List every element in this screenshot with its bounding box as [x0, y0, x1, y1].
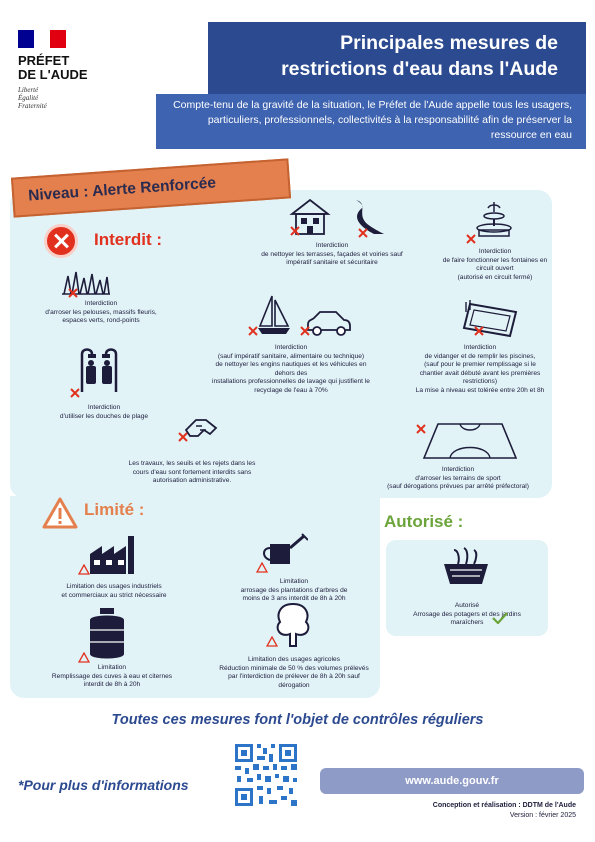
cross-mark-icon — [358, 228, 368, 238]
more-info-label: *Pour plus d'informations — [18, 777, 189, 793]
cross-mark-icon — [416, 424, 426, 434]
website-link[interactable] — [320, 768, 584, 794]
sailboat-icon — [256, 294, 292, 336]
limite-agricoles-text: Limitation des usages agricoles Réduction minimale de 50 % des volumes prélevés par l'interdiction de prélever de 8h à 20h sauf dérogation — [219, 656, 369, 689]
version-label: Version : février 2025 — [509, 812, 576, 819]
intro-text: Compte-tenu de la gravité de la situation, le Préfet de l'Aude appelle tous les usagers, particuliers, professionnels, collectivités à la responsabilité afin de préserver la ressource en eau — [173, 99, 572, 141]
controls-slogan: Toutes ces mesures font l'objet de contrôles réguliers — [111, 712, 484, 728]
qr-code-icon[interactable] — [233, 742, 299, 808]
interdit-fontaines-text: Interdiction de faire fonctionner les fontaines en circuit ouvert (autorisé en circuit fermé) — [442, 248, 548, 281]
intro-band — [156, 94, 586, 149]
sports-field-icon — [420, 418, 520, 462]
forbidden-icon — [44, 224, 78, 258]
limite-heading: Limité : — [84, 500, 145, 519]
prefet-line2: DE L'AUDE — [18, 67, 88, 82]
vegetable-basket-icon — [440, 546, 492, 586]
cross-mark-icon — [178, 432, 188, 442]
cross-mark-icon — [474, 326, 484, 336]
limite-plantations-text: Limitation arrosage des plantations d'arbres de moins de 3 ans interdit de 8h à 20h — [240, 578, 348, 603]
hands-icon — [182, 412, 222, 448]
interdit-terrains-text: Interdiction d'arroser les terrains de sport (sauf dérogations prévues par arrêté préfectoral) — [387, 466, 529, 491]
cross-mark-icon — [300, 326, 310, 336]
motto-fraternite: Fraternité — [18, 102, 47, 110]
interdit-pelouses-text: Interdiction d'arroser les pelouses, massifs fleuris, espaces verts, rond-points — [45, 300, 157, 325]
cross-mark-icon — [70, 388, 80, 398]
website-url[interactable]: www.aude.gouv.fr — [405, 775, 499, 787]
interdit-facades-text: Interdiction de nettoyer les terrasses, façades et voiries sauf impératif sanitaire et sécuritaire — [261, 242, 403, 267]
interdit-douches-text: Interdiction d'utiliser les douches de plage — [59, 404, 149, 420]
limite-cuves-text: Limitation Remplissage des cuves à eau et citernes interdit de 8h à 20h — [51, 664, 173, 689]
autorise-potagers-text: Autorisé Arrosage des potagers et des jardins maraîchers — [413, 602, 521, 627]
pool-icon — [462, 298, 518, 340]
watering-can-icon — [256, 530, 308, 566]
motto-egalite: Égalité — [18, 94, 39, 102]
cross-mark-icon — [290, 226, 300, 236]
small-warning-icon — [256, 562, 268, 573]
interdit-heading: Interdit : — [94, 230, 162, 249]
cross-mark-icon — [466, 234, 476, 244]
small-warning-icon — [78, 564, 90, 575]
water-tank-icon — [86, 606, 128, 660]
beach-shower-icon — [76, 344, 122, 394]
small-warning-icon — [78, 652, 90, 663]
cross-mark-icon — [248, 326, 258, 336]
prefecture-logo — [18, 30, 128, 110]
interdit-piscines-text: Interdiction de vidanger et de remplir les piscines, (sauf pour le premier remplissage si le chantier avait débuté avant les premières restrictions) La mise à niveau est tolérée entre 20h et 8h — [415, 344, 545, 394]
tricolor-flag — [18, 30, 66, 48]
page-title-line2: restrictions d'eau dans l'Aude — [281, 58, 558, 80]
interdit-travaux-text: Les travaux, les seuils et les rejets dans les cours d'eau sont fortement interdits sans autorisation administrative. — [128, 460, 256, 485]
warning-icon — [42, 496, 78, 530]
autorise-heading: Autorisé : — [384, 512, 464, 531]
limite-industriels-text: Limitation des usages industriels et commerciaux au strict nécessaire — [61, 583, 167, 599]
prefet-line1: PRÉFET — [18, 53, 70, 68]
title-band — [208, 22, 586, 94]
tree-icon — [272, 600, 314, 648]
motto-liberte: Liberté — [18, 86, 39, 94]
fountain-icon — [474, 200, 514, 240]
factory-icon — [86, 532, 140, 576]
level-label: Niveau : Alerte Renforcée — [27, 174, 217, 205]
cross-mark-icon — [68, 288, 78, 298]
car-icon — [304, 308, 352, 338]
road-icon — [350, 196, 386, 236]
checkmark-icon — [492, 612, 508, 624]
interdit-vehicules-text: Interdiction (sauf impératif sanitaire, alimentaire ou technique) de nettoyer les engins nautiques et les véhicules en dehors des installations professionnelles de lavage qui justifient le recyclage de l'eau à 70% — [212, 344, 370, 394]
small-warning-icon — [266, 636, 278, 647]
credits — [380, 801, 576, 821]
credit-label: Conception et réalisation : DDTM de l'Aude — [432, 802, 576, 809]
page-title-line1: Principales mesures de — [340, 32, 558, 54]
